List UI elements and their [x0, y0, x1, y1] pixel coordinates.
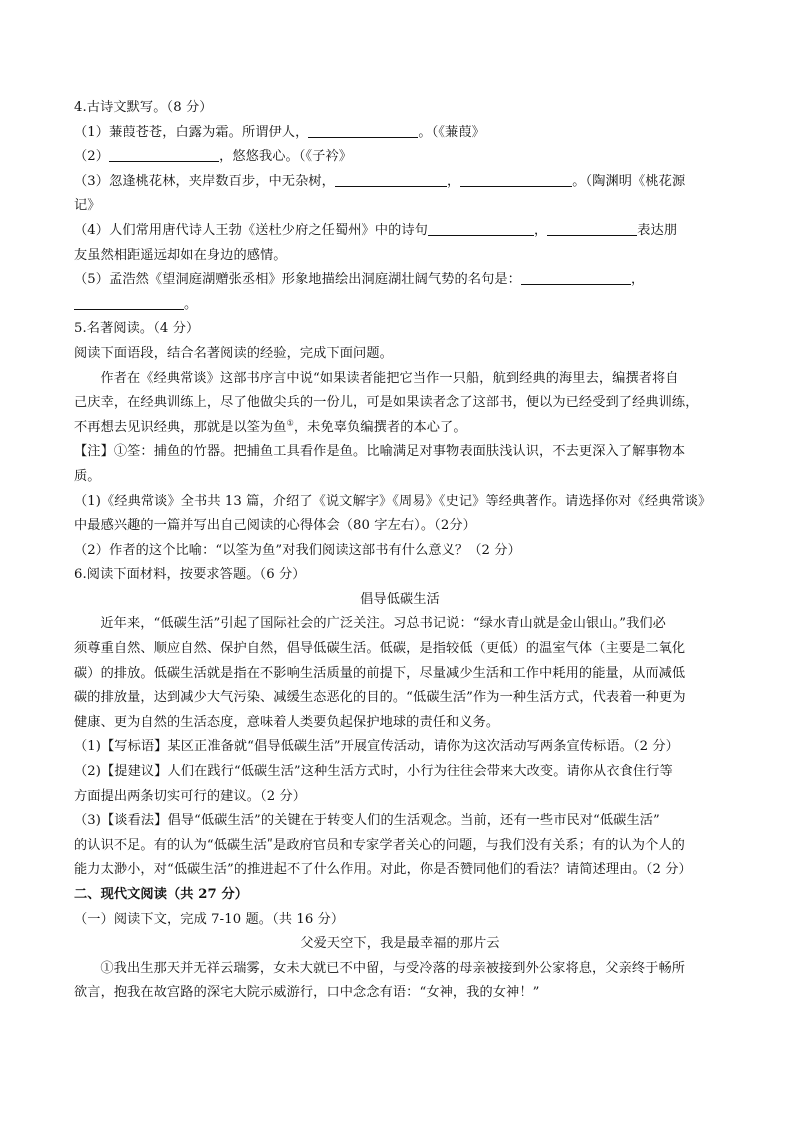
q4-title: 4.古诗文默写。（8 分）: [74, 100, 213, 115]
q5-note: 【注】①筌：捕鱼的竹器。把捕鱼工具看作是鱼。比喻满足对事物表面肤浅认识，不去更深入了解事物本: [74, 444, 686, 460]
answer-blank[interactable]: [335, 172, 447, 187]
q6-passage-line: 健康、更为自然的生活态度，意味着人类要负起保护地球的责任和义务。: [74, 714, 500, 730]
q6-subquestion-2: （2)【提建议】人们在践行“低碳生活”这种生活方式时，小行为往往会带来大改变。请你从衣食住行等: [74, 764, 673, 780]
q4-line-5-cont: 。: [74, 293, 726, 318]
q6-subquestion-3: （3)【谈看法】倡导“低碳生活”的关键在于转变人们的生活观念。当前，还有一些市民对“低碳生活”: [74, 813, 660, 829]
q6-passage-line: 碳的排放量，达到减少大气污染、减缓生态恶化的目的。“低碳生活”作为一种生活方式，代表着一种更为: [74, 690, 686, 706]
q4-line-3: （3）忽逢桃花林，夹岸数百步，中无杂树， ， 。（陶渊明《桃花源: [74, 173, 686, 189]
q4-line-5: （5）孟浩然《望洞庭湖赠张丞相》形象地描绘出洞庭湖壮阔气势的名句是： ，: [74, 272, 645, 288]
q5-intro: 阅读下面语段，结合名著阅读的经验，完成下面问题。: [74, 345, 393, 361]
q5-passage-line: 作者在《经典常谈》这部书序言中说“如果读者能把它当作一只船，航到经典的海里去，编撰者将自: [100, 370, 679, 386]
q6-passage-line: 近年来，“低碳生活”引起了国际社会的广泛关注。习总书记说：“绿水青山就是金山银山。”我们必: [100, 616, 666, 632]
q5-note-cont: 质。: [74, 468, 101, 484]
q5-subquestion-1: （1)《经典常谈》全书共 13 篇，介绍了《说文解字》《周易》《史记》等经典著作。请选择你对《经典常谈》: [74, 493, 712, 509]
q6-subquestion-3-cont: 的认识不足。有的认为“低碳生活ʺ是政府官员和专家学者关心的问题，与我们没有关系；有的认为个人的: [74, 837, 685, 853]
exam-page: [74, 96, 726, 1006]
article-line: 欲言，抱我在故宫路的深宅大院示威游行，口中念念有语：“女神，我的女神！”: [74, 985, 540, 1001]
q4-line-3-cont: 记》: [74, 198, 101, 214]
section-2-sub: （一）阅读下文，完成 7-10 题。（共 16 分）: [74, 911, 345, 927]
answer-blank[interactable]: [460, 172, 572, 187]
q6-passage-line: 须尊重自然、顺应自然、保护自然，倡导低碳生活。低碳，是指较低（更低）的温室气体（主要是二氧化: [74, 641, 686, 657]
answer-blank[interactable]: [308, 123, 418, 138]
q6-subquestion-3-cont: 能力太渺小，对“低碳生活”的推进起不了什么作用。对此，你是否赞同他们的看法？请简述理由。（2 分）: [74, 862, 692, 878]
q4-line-4-cont: 友虽然相距遥远却如在身边的感情。: [74, 247, 287, 263]
q5-passage-line: 己庆幸，在经典训练上，尽了他做尖兵的一份儿，可是如果读者念了这部书，便以为已经受到了经典训练，: [74, 395, 699, 411]
article-line: ①我出生那天并无祥云瑞雾，女未大就已不中留，与受冷落的母亲被接到外公家将息，父亲终于畅所: [100, 960, 686, 976]
section-2-title: 二、现代文阅读（共 27 分）: [74, 887, 249, 902]
q6-title: 6.阅读下面材料，按要求答题。（6 分）: [74, 567, 306, 583]
q4-line-4: （4）人们常用唐代诗人王勃《送杜少府之任蜀州》中的诗句 ， 表达朋: [74, 222, 678, 238]
q6-subquestion-2-cont: 方面提出两条切实可行的建议。（2 分）: [74, 788, 307, 804]
q6-subquestion-1: （1)【写标语】某区正准备就“倡导低碳生活”开展宣传活动，请你为这次活动写两条宣传标语。（2 分）: [74, 739, 679, 755]
answer-blank[interactable]: [521, 270, 631, 285]
q5-subquestion-2: （2）作者的这个比喻：“以筌为鱼”对我们阅读这部书有什么意义？（2 分）: [74, 542, 521, 558]
q5-title: 5.名著阅读。（4 分）: [74, 321, 200, 337]
q6-heading: 倡导低碳生活: [360, 591, 440, 607]
q4-line-1: （1）蒹葭苍苍，白露为霜。所谓伊人， 。（《蒹葭》: [74, 124, 485, 140]
article-heading: 父爱天空下，我是最幸福的那片云: [300, 936, 500, 952]
answer-blank[interactable]: [109, 147, 219, 162]
answer-blank[interactable]: [547, 221, 637, 236]
q6-passage-line: 碳）的排放。低碳生活就是指在不影响生活质量的前提下，尽量减少生活和工作中耗用的能量，从而减低: [74, 665, 686, 681]
q5-subquestion-1-cont: 中最感兴趣的一篇并写出自己阅读的心得体会（80 字左右）。（2分）: [74, 518, 476, 534]
q5-passage-line: 不再想去见识经典，那就是以筌为鱼①，未免辜负编撰者的本心了。: [74, 418, 467, 435]
answer-blank[interactable]: [428, 221, 534, 236]
answer-blank[interactable]: [74, 295, 184, 310]
footnote-marker: ①: [286, 418, 294, 428]
q4-line-2: （2） ，悠悠我心。（《子衿》: [74, 149, 353, 165]
